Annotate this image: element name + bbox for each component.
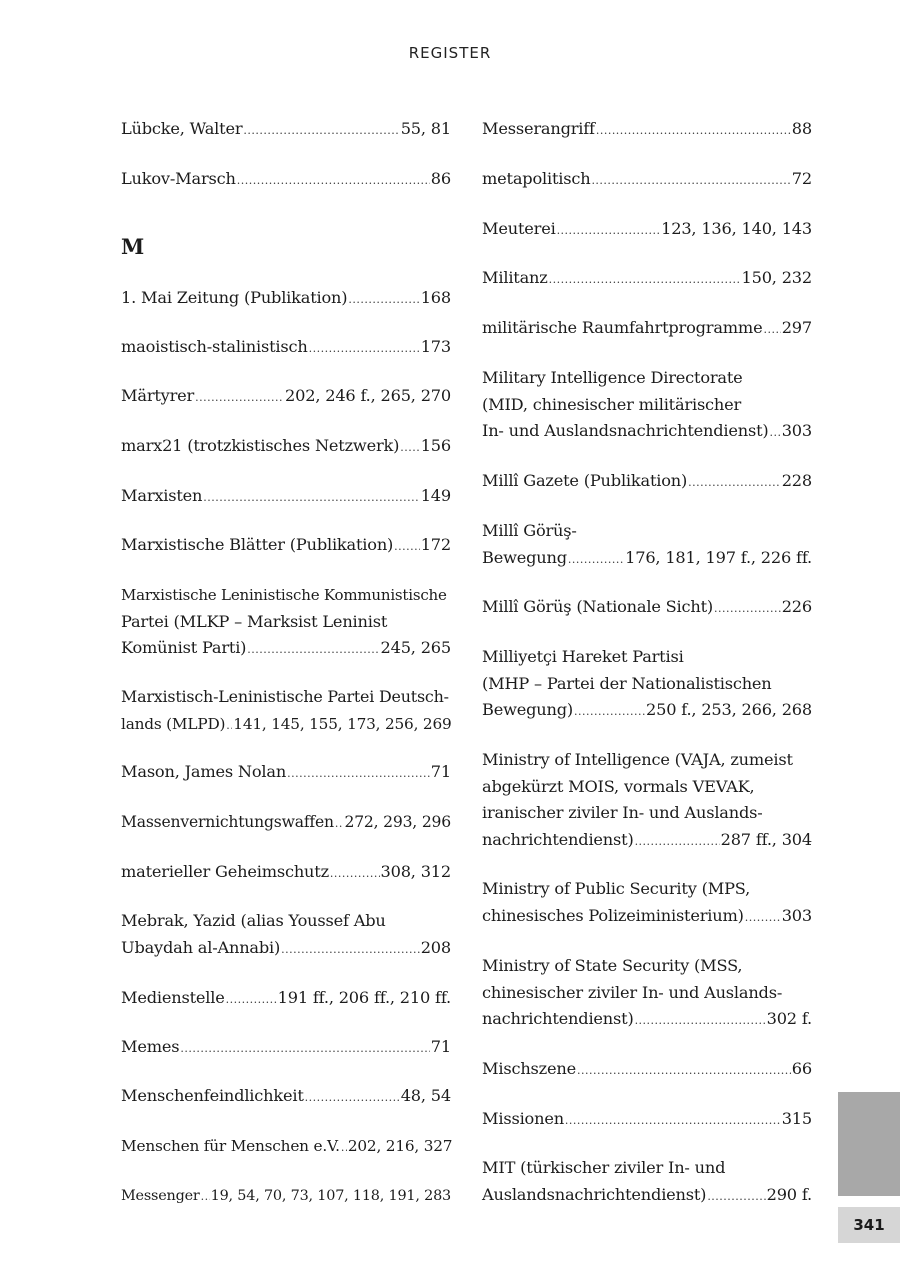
entry-term: abgekürzt MOIS, vormals VEVAK, [482, 776, 755, 796]
entry-term: Marxisten [121, 486, 203, 505]
index-entry [121, 166, 451, 193]
index-entry-line [482, 697, 812, 724]
dot-leader [335, 811, 344, 838]
index-entry-line [121, 809, 451, 836]
index-entry-line [121, 1034, 451, 1061]
dot-leader [348, 287, 419, 314]
dot-leader [243, 118, 399, 145]
entry-page-refs: 303 [781, 421, 812, 440]
entry-term: Ministry of Public Security (MPS, [482, 879, 751, 898]
index-entry-line [482, 468, 812, 495]
index-entry [482, 265, 812, 292]
entry-term: militärische Raumfahrtprogramme [482, 318, 763, 337]
entry-page-refs: 156 [420, 436, 451, 455]
index-entry-line [121, 1183, 451, 1210]
entry-page-refs: 72 [791, 169, 812, 188]
index-entry-line [482, 671, 812, 698]
index-entry-line [482, 827, 812, 854]
dot-leader [203, 485, 419, 512]
dot-leader [400, 435, 419, 462]
index-entry-line [482, 216, 812, 243]
index-entry-line [482, 518, 812, 545]
dot-leader [341, 1135, 347, 1162]
index-entry-line [121, 433, 451, 460]
index-entry [482, 166, 812, 193]
index-entry [121, 684, 451, 737]
entry-page-refs: 176, 181, 197 f., 226 ff. [625, 547, 812, 567]
entry-page-refs: 208 [420, 937, 451, 957]
entry-page-refs: 290 f. [766, 1184, 812, 1204]
entry-term: Military Intelligence Directorate [482, 368, 743, 387]
entry-page-refs: 88 [791, 119, 812, 138]
index-entry-line [121, 582, 451, 609]
index-entry [121, 285, 451, 312]
entry-term: Medienstelle [121, 988, 225, 1007]
index-entry-line [482, 1106, 812, 1133]
dot-leader [688, 470, 781, 497]
dot-leader [568, 547, 624, 574]
index-entry [482, 594, 812, 621]
entry-page-refs: 48, 54 [400, 1086, 451, 1105]
entry-term: Massenvernichtungswaffen [121, 813, 334, 831]
page-number: 341 [838, 1207, 900, 1243]
entry-term: Lübcke, Walter [121, 119, 243, 138]
entry-term: Missionen [482, 1109, 564, 1128]
entry-term: chinesisches Polizeiministerium) [482, 905, 744, 925]
entry-term: Millî Görüş (Nationale Sicht) [482, 597, 714, 616]
entry-term: Menschenfeindlichkeit [121, 1086, 304, 1105]
section-letter: M [121, 234, 145, 259]
index-entry-line [121, 116, 451, 143]
index-entry-line [121, 635, 451, 662]
dot-leader [305, 1085, 400, 1112]
entry-page-refs: 297 [781, 318, 812, 337]
entry-page-refs: 71 [430, 1037, 451, 1056]
index-entry [121, 116, 451, 143]
entry-page-refs: 250 f., 253, 266, 268 [646, 700, 812, 719]
index-entry-line [482, 392, 812, 419]
index-entry-line [482, 545, 812, 572]
index-entry-line [121, 1133, 451, 1160]
entry-term: In- und Auslandsnachrichtendienst) [482, 421, 769, 440]
entry-page-refs: 272, 293, 296 [344, 813, 451, 831]
entry-term: Marxistische Leninistische Kommunistische [121, 586, 447, 604]
index-entry [121, 759, 451, 786]
index-entry-line [121, 711, 451, 738]
index-entry-line [482, 1056, 812, 1083]
entry-term: iranischer ziviler In- und Auslands- [482, 803, 763, 822]
index-entry [482, 876, 812, 929]
index-entry-line [482, 418, 812, 445]
entry-term: Memes [121, 1037, 180, 1056]
index-entry [121, 532, 451, 559]
dot-leader [714, 596, 781, 623]
dot-leader [557, 218, 661, 245]
dot-leader [281, 937, 420, 964]
entry-page-refs: 150, 232 [741, 268, 812, 287]
index-entry [482, 1056, 812, 1083]
entry-term: Militanz [482, 268, 548, 287]
entry-page-refs: 228 [781, 471, 812, 490]
entry-term: Millî Gazete (Publikation) [482, 471, 688, 490]
index-entry [121, 859, 451, 886]
entry-term: Märtyrer [121, 386, 195, 405]
index-entry [121, 1183, 451, 1210]
index-entry-line [482, 365, 812, 392]
entry-term: Bewegung) [482, 700, 574, 719]
index-entry [121, 483, 451, 510]
index-entry-line [482, 953, 812, 980]
entry-page-refs: 168 [420, 288, 451, 307]
entry-term: maoistisch-stalinistisch [121, 337, 308, 356]
entry-page-refs: 315 [781, 1109, 812, 1128]
index-entry-line [482, 774, 812, 801]
index-entry-line [482, 747, 812, 774]
entry-page-refs: 71 [430, 762, 451, 781]
dot-leader [549, 267, 741, 294]
index-entry [482, 518, 812, 571]
index-entry [121, 1083, 451, 1110]
entry-term: marx21 (trotzkistisches Netzwerk) [121, 436, 400, 455]
entry-term: Millî Görüş- [482, 521, 577, 540]
index-entry [482, 116, 812, 143]
running-header: REGISTER [408, 44, 492, 62]
index-entry [121, 433, 451, 460]
index-entry [121, 383, 451, 410]
entry-page-refs: 245, 265 [380, 638, 451, 657]
dot-leader [596, 118, 791, 145]
entry-term: Mason, James Nolan [121, 762, 287, 781]
entry-term: nachrichtendienst) [482, 1009, 634, 1028]
index-entry-line [482, 903, 812, 930]
entry-page-refs: 66 [791, 1059, 812, 1078]
entry-term: Ministry of State Security (MSS, [482, 956, 743, 975]
entry-page-refs: 86 [430, 169, 451, 188]
index-entry-line [121, 285, 451, 312]
entry-page-refs: 149 [420, 486, 451, 505]
dot-leader [763, 317, 780, 344]
dot-leader [195, 385, 284, 412]
entry-page-refs: 308, 312 [380, 862, 451, 881]
entry-term: materieller Geheimschutz [121, 862, 329, 881]
dot-leader [574, 699, 645, 726]
entry-page-refs: 302 f. [766, 1009, 812, 1028]
entry-term: Partei (MLKP – Marksist Leninist [121, 611, 388, 631]
entry-term: Mebrak, Yazid (alias Youssef Abu [121, 911, 386, 930]
index-entry-line [121, 166, 451, 193]
entry-page-refs: 226 [781, 597, 812, 616]
index-entry-line [482, 1182, 812, 1209]
entry-term: Marxistische Blätter (Publikation) [121, 535, 394, 554]
entry-term: Bewegung [482, 547, 567, 567]
entry-term: chinesischer ziviler In- und Auslands- [482, 982, 783, 1002]
entry-page-refs: 19, 54, 70, 73, 107, 118, 191, 283 [210, 1188, 451, 1204]
entry-term: Messenger [121, 1188, 200, 1204]
entry-term: nachrichtendienst) [482, 829, 634, 849]
index-entry-line [121, 684, 451, 711]
entry-page-refs: 191 ff., 206 ff., 210 ff. [277, 988, 451, 1007]
dot-leader [635, 829, 720, 856]
dot-leader [330, 861, 380, 888]
index-entry-line [482, 594, 812, 621]
dot-leader [226, 987, 277, 1014]
dot-leader [247, 637, 379, 664]
entry-page-refs: 287 ff., 304 [720, 829, 812, 849]
index-entry [482, 644, 812, 724]
dot-leader [745, 905, 781, 932]
entry-page-refs: 173 [420, 337, 451, 356]
index-entry-line [482, 644, 812, 671]
dot-leader [770, 420, 781, 447]
index-entry-line [121, 935, 451, 962]
entry-term: Mischszene [482, 1059, 576, 1078]
index-entry-line [482, 800, 812, 827]
dot-leader [577, 1058, 791, 1085]
dot-leader [707, 1184, 765, 1211]
entry-page-refs: 123, 136, 140, 143 [661, 219, 812, 238]
index-entry [121, 582, 451, 662]
index-entry-line [121, 1083, 451, 1110]
entry-term: Milliyetçi Hareket Partisi [482, 647, 684, 666]
index-entry [121, 334, 451, 361]
index-entry-line [121, 532, 451, 559]
entry-page-refs: 172 [420, 535, 451, 554]
entry-term: metapolitisch [482, 169, 591, 188]
index-entry-line [482, 166, 812, 193]
dot-leader [591, 168, 790, 195]
entry-term: MIT (türkischer ziviler In- und [482, 1158, 726, 1177]
index-entry-line [482, 876, 812, 903]
dot-leader [237, 168, 430, 195]
entry-term: Auslandsnachrichtendienst) [482, 1184, 707, 1204]
entry-term: Ministry of Intelligence (VAJA, zumeist [482, 750, 793, 769]
entry-term: (MHP – Partei der Nationalistischen [482, 673, 772, 693]
entry-term: (MID, chinesischer militärischer [482, 394, 742, 414]
index-entry-line [482, 116, 812, 143]
entry-term: Messerangriff [482, 119, 595, 138]
entry-term: Lukov-Marsch [121, 169, 236, 188]
index-entry-line [121, 759, 451, 786]
index-entry [482, 216, 812, 243]
index-entry [121, 908, 451, 961]
dot-leader [226, 713, 232, 740]
dot-leader [180, 1036, 429, 1063]
entry-page-refs: 303 [781, 905, 812, 925]
index-entry [121, 985, 451, 1012]
index-entry [121, 1133, 451, 1160]
index-entry-line [121, 483, 451, 510]
index-entry [482, 1106, 812, 1133]
index-entry [121, 1034, 451, 1061]
entry-page-refs: 202, 246 f., 265, 270 [285, 386, 451, 405]
index-entry-line [482, 265, 812, 292]
index-entry-line [121, 334, 451, 361]
dot-leader [309, 336, 420, 363]
dot-leader [565, 1108, 781, 1135]
entry-term: Marxistisch-Leninistische Partei Deutsch- [121, 687, 449, 706]
entry-term: 1. Mai Zeitung (Publikation) [121, 288, 348, 307]
entry-term: Komünist Parti) [121, 638, 247, 657]
index-entry-line [482, 980, 812, 1007]
entry-page-refs: 141, 145, 155, 173, 256, 269 [233, 714, 452, 733]
index-entry-line [482, 1006, 812, 1033]
index-entry [482, 747, 812, 853]
index-entry [482, 1155, 812, 1208]
thumb-index-tab [838, 1092, 900, 1196]
index-entry-line [482, 315, 812, 342]
index-entry [482, 365, 812, 445]
entry-term: Menschen für Menschen e.V. [121, 1137, 340, 1155]
index-entry-line [121, 859, 451, 886]
index-entry-line [121, 609, 451, 636]
dot-leader [287, 761, 430, 788]
dot-leader [635, 1008, 766, 1035]
entry-page-refs: 202, 216, 327 [347, 1137, 453, 1155]
dot-leader [201, 1184, 210, 1211]
entry-term: Ubaydah al-Annabi) [121, 937, 281, 957]
index-entry-line [121, 383, 451, 410]
entry-page-refs: 55, 81 [400, 119, 451, 138]
dot-leader [394, 534, 420, 561]
index-entry [482, 953, 812, 1033]
index-entry-line [121, 908, 451, 935]
index-entry [482, 315, 812, 342]
entry-term: Meuterei [482, 219, 556, 238]
index-entry-line [121, 985, 451, 1012]
index-entry [482, 468, 812, 495]
entry-term: lands (MLPD) [121, 714, 226, 733]
index-entry [121, 809, 451, 836]
index-entry-line [482, 1155, 812, 1182]
